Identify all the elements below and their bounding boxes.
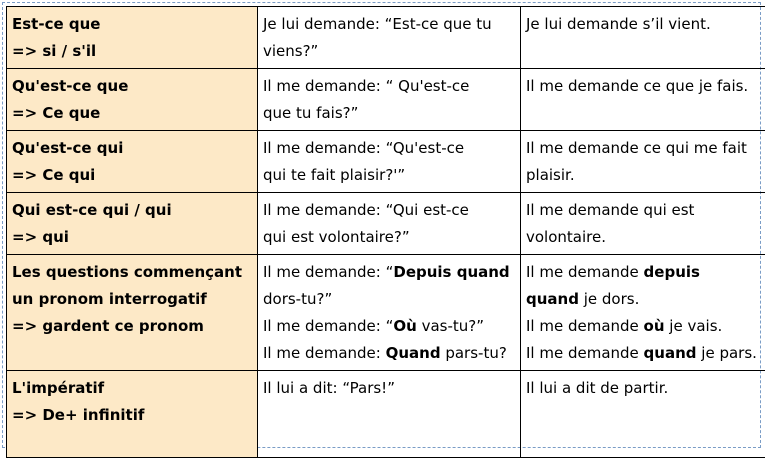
direct-line: qui est volontaire?”: [263, 224, 515, 251]
direct-speech-cell: [258, 193, 521, 255]
indirect-line: Il me demande ce qui me fait: [526, 135, 762, 162]
direct-speech-cell: [258, 131, 521, 193]
rule-line: Qu'est-ce que: [12, 73, 252, 100]
indirect-line: quand je dors.: [526, 286, 762, 313]
rule-cell: [7, 255, 258, 371]
direct-line: Il me demande: “Qui est-ce: [263, 197, 515, 224]
indirect-speech-cell: [521, 371, 765, 458]
indirect-speech-cell: [521, 255, 765, 371]
rule-line: Qu'est-ce qui: [12, 135, 252, 162]
rule-cell: [7, 131, 258, 193]
direct-speech-cell: [258, 255, 521, 371]
rule-line: => qui: [12, 224, 252, 251]
rule-line: => Ce que: [12, 100, 252, 127]
rule-cell: [7, 193, 258, 255]
table-row: [7, 7, 765, 69]
indirect-line: Il me demande depuis: [526, 259, 762, 286]
rule-cell: [7, 7, 258, 69]
indirect-speech-cell: [521, 7, 765, 69]
rule-line: Est-ce que: [12, 11, 252, 38]
indirect-speech-table: [6, 6, 765, 458]
table-row: [7, 131, 765, 193]
rule-line: Les questions commençant: [12, 259, 252, 286]
indirect-speech-cell: [521, 193, 765, 255]
direct-line: Je lui demande: “Est-ce que tu: [263, 11, 515, 38]
rule-line: => si / s'il: [12, 38, 252, 65]
indirect-line: Je lui demande s’il vient.: [526, 11, 762, 38]
rule-line: => gardent ce pronom: [12, 313, 252, 340]
direct-line: viens?”: [263, 38, 515, 65]
rule-line: => De+ infinitif: [12, 402, 252, 429]
direct-line: qui te fait plaisir?'”: [263, 162, 515, 189]
indirect-line: Il me demande ce que je fais.: [526, 73, 762, 100]
direct-speech-cell: [258, 7, 521, 69]
rule-line: => Ce qui: [12, 162, 252, 189]
direct-line: Il me demande: Quand pars-tu?: [263, 340, 515, 367]
direct-speech-cell: [258, 371, 521, 458]
direct-line: dors-tu?”: [263, 286, 515, 313]
indirect-line: Il lui a dit de partir.: [526, 375, 762, 402]
indirect-speech-cell: [521, 69, 765, 131]
rule-cell: [7, 371, 258, 458]
direct-line: que tu fais?”: [263, 100, 515, 127]
table-row: [7, 371, 765, 458]
rule-line: L'impératif: [12, 375, 252, 402]
rule-line: un pronom interrogatif: [12, 286, 252, 313]
indirect-line: volontaire.: [526, 224, 762, 251]
rule-line: Qui est-ce qui / qui: [12, 197, 252, 224]
direct-line: Il me demande: “ Qu'est-ce: [263, 73, 515, 100]
direct-line: Il me demande: “Où vas-tu?”: [263, 313, 515, 340]
table-row: [7, 255, 765, 371]
direct-line: Il me demande: “Depuis quand: [263, 259, 515, 286]
rule-cell: [7, 69, 258, 131]
direct-line: Il me demande: “Qu'est-ce: [263, 135, 515, 162]
direct-line: Il lui a dit: “Pars!”: [263, 375, 515, 402]
table-row: [7, 69, 765, 131]
indirect-line: Il me demande quand je pars.: [526, 340, 762, 367]
indirect-speech-cell: [521, 131, 765, 193]
indirect-line: Il me demande qui est: [526, 197, 762, 224]
indirect-line: Il me demande où je vais.: [526, 313, 762, 340]
indirect-line: plaisir.: [526, 162, 762, 189]
table-row: [7, 193, 765, 255]
direct-speech-cell: [258, 69, 521, 131]
